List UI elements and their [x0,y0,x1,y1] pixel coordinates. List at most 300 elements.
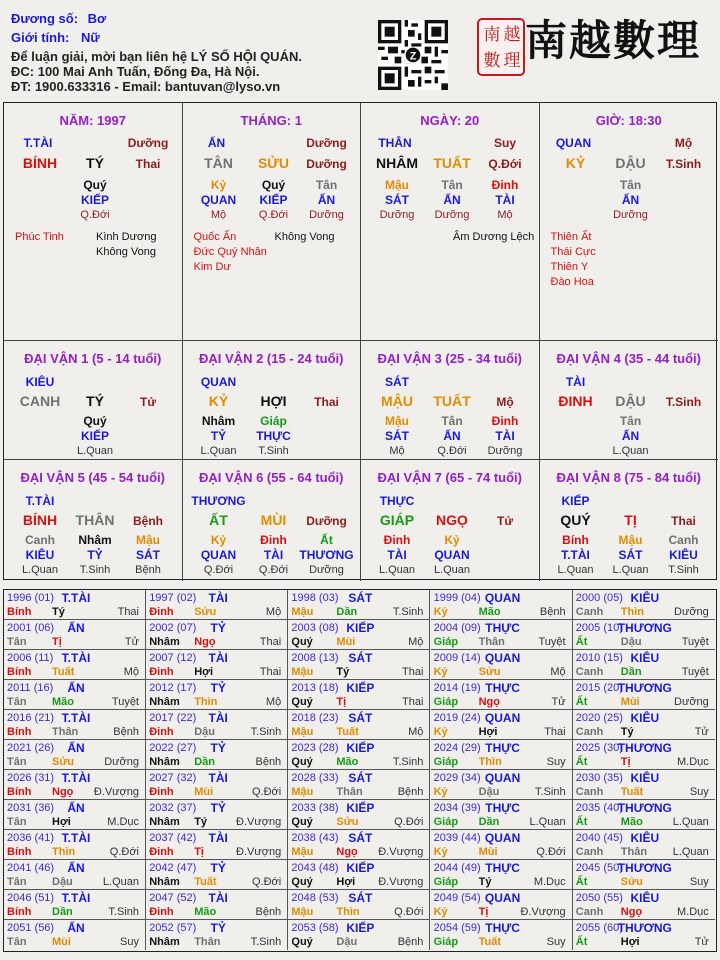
year-cell [4,800,146,830]
year-cell [288,920,430,950]
year-stem: Quý [291,696,313,708]
year-stem: Ất [575,876,588,888]
year-ten-god: T.TÀI [61,591,91,605]
year-cell [431,770,573,800]
pillar-star: Đào Hoa [550,276,594,288]
year-stage: Đ.Vượng [520,906,566,918]
year-stem: Ất [575,756,588,768]
dai-van-hidden-stage: Q.Đới [258,564,289,576]
year-stage: T.Sinh [250,936,282,948]
year-stage: Tử [551,696,566,708]
year-branch: Tý [52,606,65,618]
hidden-stem: Tân [441,178,463,192]
dai-van-hidden-stem: Đinh [260,533,287,547]
year-stage: Thai [117,606,139,618]
year-branch: Tuất [336,726,359,738]
year-cell [573,890,715,920]
year-stem: Mậu [291,786,314,798]
year-branch: Tý [336,666,350,678]
dai-van-hidden-stage: T.Sinh [79,564,111,576]
year-cell [4,920,146,950]
hidden-stage: Dưỡng [379,209,415,221]
year-label: 2027 (32) [149,772,197,784]
pillar-cell [540,103,719,341]
year-label: 2030 (35) [575,772,623,784]
hidden-stage: Dưỡng [434,209,470,221]
year-ten-god: KIẾP [346,681,375,695]
dai-van-title: ĐẠI VẬN 6 (55 - 64 tuổi) [199,470,344,485]
year-ten-god: TÀI [208,891,228,905]
year-cell [4,860,146,890]
year-stem: Tân [7,756,27,768]
year-stage: Bệnh [397,936,424,948]
year-label: 2031 (36) [7,802,55,814]
pillar-star: Đức Quý Nhân [193,246,267,258]
year-cell [573,620,715,650]
year-stem: Tân [7,936,27,948]
year-ten-god: TỶ [210,681,226,695]
year-stem: Đinh [149,606,174,618]
year-stage: Mộ [265,696,282,708]
year-branch: Hợi [52,816,71,828]
year-branch: Mùi [52,936,71,948]
year-label: 2022 (27) [149,742,197,754]
hidden-ten-god: KIẾP [80,193,110,207]
year-stage: Bệnh [539,606,566,618]
year-stage: Tuyệt [111,696,139,708]
year-branch: Tuất [194,876,217,888]
year-stage: Mộ [408,636,424,648]
hidden-ten-god: ẤN [621,193,640,207]
year-label: 2004 (09) [433,622,481,634]
year-ten-god: SÁT [348,591,373,605]
year-branch: Mùi [194,786,214,798]
year-stem: Tân [7,636,27,648]
year-stem: Canh [575,786,604,798]
dai-van-stage: Tử [139,395,157,409]
address-line: ĐC: 100 Mai Anh Tuấn, Đống Đa, Hà Nội. [11,64,260,79]
pillar-stage-top: Dưỡng [127,136,169,150]
year-branch: Thân [336,786,363,798]
dai-van-title: ĐẠI VẬN 8 (75 - 84 tuổi) [556,470,701,485]
year-label: 2011 (16) [7,682,54,694]
year-branch: Ngọ [52,786,74,798]
dai-van-hidden-god: TỶ [210,429,227,443]
year-stem: Canh [575,726,604,738]
pillar-earthly-branch: DẬU [615,155,646,171]
year-cell [573,650,715,680]
year-cell [4,710,146,740]
year-stage: T.Sinh [392,606,424,618]
year-branch: Hợi [194,666,214,678]
dai-van-hidden-god: TÀI [387,548,407,562]
year-cell [573,800,715,830]
year-stage: Thai [259,636,282,648]
dai-van-title: ĐẠI VẬN 5 (45 - 54 tuổi) [20,470,165,485]
year-stage: Suy [689,786,709,798]
year-branch: Dậu [52,876,73,888]
year-branch: Mùi [478,846,498,858]
year-stage: Tuyệt [681,666,709,678]
pillar-title: NĂM: 1997 [59,113,126,128]
year-ten-god: QUAN [484,711,521,725]
year-stage: Mộ [550,666,566,678]
dai-van-cell [540,341,719,460]
year-stage: Suy [546,756,566,768]
year-ten-god: TỶ [210,801,226,815]
year-stage: Q.Đới [394,906,424,918]
year-cell [4,830,146,860]
hidden-stem: Tân [619,178,642,192]
year-cell [4,890,146,920]
year-label: 2006 (11) [7,652,54,664]
year-cell [288,590,430,620]
dai-van-hidden-stage: T.Sinh [258,445,289,457]
year-label: 2021 (26) [7,742,55,754]
owner-name: Đương số: Bơ [11,11,107,26]
dai-van-hidden-stem: Bính [562,533,589,547]
dai-van-hidden-stem: Tân [441,414,463,428]
year-cell [431,620,573,650]
year-branch: Dần [336,606,358,618]
dai-van-stem: ẤT [209,512,228,528]
year-cell [288,680,430,710]
dai-van-branch: MÙI [260,512,287,528]
year-branch: Tuất [478,936,501,948]
hidden-stage: Mộ [210,209,227,221]
dai-van-stage: Bệnh [133,514,163,528]
year-ten-god: SÁT [348,891,373,905]
year-stem: Nhâm [149,636,180,648]
dai-van-hidden-stage: L.Quan [200,445,237,457]
pillar-cell [4,103,183,341]
year-stem: Quý [291,756,313,768]
year-ten-god: QUAN [484,651,521,665]
dai-van-ten-god: KIÊU [25,375,55,389]
year-label: 2028 (33) [291,772,339,784]
year-stage: Dưỡng [674,606,709,618]
year-cell [288,800,430,830]
year-cell [288,710,430,740]
year-stage: Q.Đới [536,846,566,858]
hidden-stem: Kỷ [210,178,227,192]
hidden-stage: Dưỡng [309,209,344,221]
year-label: 1998 (03) [291,592,339,604]
year-stage: Bệnh [255,906,282,918]
dai-van-hidden-stem: Kỷ [210,533,227,547]
year-ten-god: ẤN [67,801,85,815]
year-cell [573,920,715,950]
year-branch: Tị [52,636,62,648]
year-label: 2003 (08) [291,622,339,634]
pillar-star: Âm Dương Lệch [453,231,535,243]
year-stage: Mộ [408,726,424,738]
year-stage: Đ.Vượng [378,846,424,858]
year-cell [431,860,573,890]
year-stage: Tuyệt [681,636,709,648]
dai-van-hidden-god: THƯƠNG [299,548,354,562]
dai-van-branch: TÝ [86,393,104,409]
year-stem: Ất [575,816,588,828]
year-ten-god: QUAN [484,771,521,785]
year-cell [288,740,430,770]
year-stage: Suy [689,876,709,888]
year-stem: Tân [7,696,27,708]
year-label: 2047 (52) [149,892,197,904]
year-stem: Nhâm [149,936,180,948]
dai-van-hidden-stage: L.Quan [21,564,59,576]
dai-van-stage: Thai [314,395,339,409]
year-ten-god: KIÊU [630,831,660,845]
year-stem: Quý [291,636,313,648]
year-stage: M.Dục [107,816,139,828]
year-stem: Quý [291,876,313,888]
year-cell [431,890,573,920]
year-ten-god: THƯƠNG [617,681,672,695]
dai-van-stage: Thai [671,514,696,528]
year-label: 2012 (17) [149,682,197,694]
year-cell [146,830,288,860]
pillar-title: THÁNG: 1 [240,113,302,128]
hidden-stage: Q.Đới [80,209,110,221]
dai-van-hidden-stem: Nhâm [201,414,236,428]
year-ten-god: THỰC [485,861,520,875]
year-stage: T.Sinh [392,756,424,768]
year-ten-god: KIẾP [346,861,375,875]
year-ten-god: SÁT [348,771,373,785]
year-stem: Bính [7,786,32,798]
hidden-stem: Quý [261,178,286,192]
year-cell [573,770,715,800]
pillar-stage: Q.Đới [488,157,522,171]
year-ten-god: SÁT [348,711,373,725]
year-stage: L.Quan [672,816,709,828]
year-stage: Thai [259,666,282,678]
year-ten-god: T.TÀI [61,771,91,785]
year-branch: Ngọ [336,846,358,858]
year-label: 2048 (53) [291,892,339,904]
year-branch: Hợi [336,876,356,888]
year-branch: Tị [336,696,347,708]
year-branch: Mão [336,756,359,768]
dai-van-hidden-god: SÁT [618,548,643,562]
dai-van-hidden-stem: Quý [83,414,107,428]
year-stage: Bệnh [255,756,282,768]
year-stem: Đinh [149,726,174,738]
year-stem: Đinh [149,906,174,918]
year-label: 2001 (06) [7,622,55,634]
year-stage: M.Dục [677,906,709,918]
year-label: 2037 (42) [149,832,197,844]
dai-van-stem: GIÁP [379,512,415,528]
year-stage: L.Quan [102,876,139,888]
brand-calligraphy: 南越數理 [525,16,702,65]
year-ten-god: THƯƠNG [617,801,672,815]
year-label: 2005 (10) [575,622,623,634]
year-stem: Kỷ [433,786,448,798]
year-label: 2033 (38) [291,802,339,814]
year-branch: Dần [478,816,500,828]
year-ten-god: SÁT [348,651,373,665]
pillar-star: Không Vong [96,246,156,258]
year-branch: Hợi [478,726,498,738]
year-cell [4,590,146,620]
year-stage: Dưỡng [104,756,139,768]
year-ten-god: TÀI [208,831,228,845]
dai-van-hidden-stem: Mậu [136,533,160,547]
year-label: 2007 (12) [149,652,197,664]
year-label: 2009 (14) [433,652,481,664]
year-label: 2024 (29) [433,742,481,754]
pillar-stage: T.Sinh [665,157,702,171]
year-branch: Dần [52,906,73,918]
year-stage: Đ.Vượng [93,786,139,798]
dai-van-hidden-god: TÀI [495,429,515,443]
year-branch: Dần [194,756,215,768]
year-stem: Mậu [291,906,314,918]
year-stem: Đinh [149,786,174,798]
year-label: 2010 (15) [575,652,623,664]
year-label: 2053 (58) [291,922,339,934]
dai-van-hidden-stage: L.Quan [76,445,114,457]
year-ten-god: KIÊU [630,651,660,665]
year-ten-god: T.TÀI [61,891,91,905]
pillar-title: GIỜ: 18:30 [595,113,662,128]
year-cell [431,740,573,770]
dai-van-cell [540,460,719,581]
year-stem: Canh [575,906,604,918]
year-cell [146,860,288,890]
year-stem: Đinh [149,846,174,858]
year-ten-god: THỰC [485,741,520,755]
year-cell [146,800,288,830]
year-label: 2050 (55) [575,892,623,904]
year-stem: Kỷ [433,726,448,738]
year-branch: Tị [194,846,204,858]
hidden-ten-god: SÁT [385,193,409,207]
year-stage: Q.Đới [251,876,282,888]
year-stem: Quý [291,816,313,828]
dai-van-title: ĐẠI VẬN 2 (15 - 24 tuổi) [199,351,344,366]
pillar-earthly-branch: TÝ [86,155,104,171]
year-ten-god: ẤN [67,861,85,875]
year-stage: Đ.Vượng [236,846,282,858]
dai-van-stem: KỶ [208,393,229,409]
dai-van-stage: Dưỡng [306,514,347,528]
pillar-star: Kình Dương [96,231,157,243]
year-ten-god: KIẾP [346,741,375,755]
year-label: 2018 (23) [291,712,339,724]
svg-text:Z: Z [409,50,417,63]
dai-van-hidden-stem: Tân [619,414,642,428]
year-stage: T.Sinh [250,726,282,738]
hidden-ten-god: TÀI [495,193,515,207]
dai-van-hidden-god: T.TÀI [561,548,590,562]
year-branch: Ngọ [478,696,500,708]
dai-van-hidden-stage: Bệnh [135,564,161,576]
dai-van-branch: NGỌ [436,512,468,528]
year-stem: Kỷ [433,606,448,618]
dai-van-ten-god: TÀI [565,375,586,389]
year-ten-god: TÀI [208,711,228,725]
dai-van-hidden-stage: L.Quan [612,445,649,457]
dai-van-stem: CANH [19,393,61,409]
dai-van-ten-god: SÁT [385,375,409,389]
year-branch: Thìn [336,906,360,918]
year-ten-god: THƯƠNG [617,861,672,875]
year-ten-god: ẤN [67,741,85,755]
dai-van-hidden-god: KIẾP [80,429,110,443]
year-ten-god: T.TÀI [61,711,91,725]
year-stage: Tuyệt [538,636,566,648]
dai-van-stem: QUÝ [560,512,591,528]
year-ten-god: TỶ [210,621,226,635]
year-label: 2042 (47) [149,862,197,874]
year-stage: Tử [694,726,709,738]
dai-van-cell [4,341,183,460]
year-stage: Đ.Vượng [378,876,424,888]
hidden-ten-god: ẤN [317,193,336,207]
year-branch: Sửu [194,606,217,618]
year-stem: Kỷ [433,666,448,678]
year-ten-god: TỶ [210,921,226,935]
pillar-stage-top: Suy [493,136,517,150]
year-stage: Đ.Vượng [236,816,282,828]
year-label: 1996 (01) [7,592,55,604]
hidden-ten-god: QUAN [200,193,237,207]
year-cell [288,860,430,890]
year-label: 2043 (48) [291,862,339,874]
dai-van-branch: HỢI [260,393,287,409]
year-stem: Ất [575,696,588,708]
year-label: 2054 (59) [433,922,481,934]
year-stem: Nhâm [149,696,180,708]
year-stem: Canh [575,666,604,678]
year-ten-god: KIÊU [630,771,660,785]
year-ten-god: THỰC [485,921,520,935]
year-label: 2040 (45) [575,832,623,844]
year-branch: Thân [52,726,79,738]
qr-code-icon [378,20,448,90]
pillar-stage: Dưỡng [306,157,347,171]
dai-van-hidden-god: ẤN [621,429,640,443]
year-ten-god: TÀI [208,771,228,785]
dai-van-hidden-god: THỰC [256,429,291,443]
year-cell [431,590,573,620]
header [0,0,720,102]
year-stem: Mậu [291,666,314,678]
year-branch: Thìn [194,696,218,708]
year-stem: Mậu [291,846,314,858]
pillar-earthly-branch: TUẤT [433,155,471,171]
year-stem: Nhâm [149,756,180,768]
year-branch: Ngọ [620,906,643,918]
year-stem: Tân [7,876,27,888]
year-cell [146,740,288,770]
year-branch: Tị [620,756,631,768]
year-cell [431,680,573,710]
year-cell [146,620,288,650]
year-label: 2049 (54) [433,892,481,904]
year-branch: Thìn [620,606,645,618]
year-label: 2038 (43) [291,832,339,844]
year-label: 2029 (34) [433,772,481,784]
year-ten-god: THỰC [485,621,520,635]
year-stage: Dưỡng [674,696,709,708]
year-cell [4,620,146,650]
year-branch: Tuất [620,786,644,798]
year-cell [573,740,715,770]
